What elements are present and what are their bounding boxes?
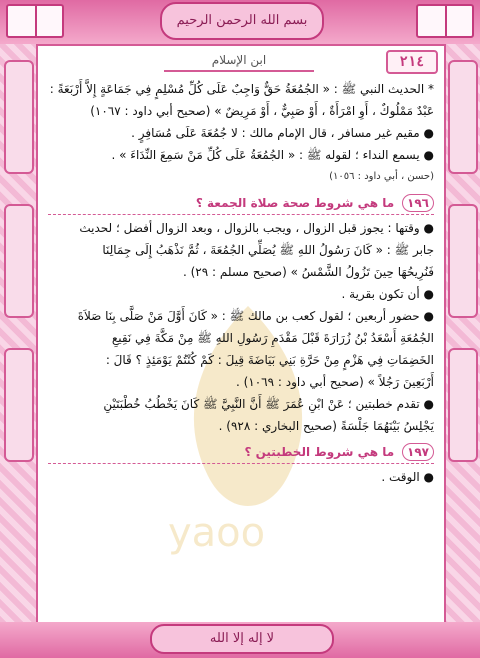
calligraphy-panel — [448, 60, 478, 174]
basmala-calligraphy: بسم الله الرحمن الرحيم — [160, 2, 324, 40]
text-line: * الحديث النبي ﷺ : « الجُمُعَةُ حَقٌّ وَاجِبٌ عَلَى كُلِّ مُسْلِمٍ فِي جَمَاعَةٍ إِلاَّ أَرْبَعَةً : — [49, 82, 434, 96]
mosque-panel — [4, 348, 34, 462]
text-line: فَنُرِيحُهَا حِينَ تَزُولُ الشَّمْسُ » (صحيح مسلم : ٢٩) . — [182, 265, 434, 279]
question-text: ما هي شروط صحة صلاة الجمعة ؟ — [195, 196, 395, 210]
text-body — [48, 78, 434, 488]
open-book-icon — [6, 4, 64, 38]
calligraphy-panel — [4, 204, 34, 318]
text-line: الخَضِمَاتِ فِي هَزْمٍ مِنْ حَرَّةِ بَنِي بَيَاضَةَ قِيلَ : كَمْ كُنْتُمْ يَوْمَئِذٍ ؟ قَالَ : — [105, 353, 434, 367]
text-line: (حسن ، أبي داود : ١٠٥٦) — [329, 171, 434, 182]
running-title: ابن الإسلام — [164, 50, 314, 72]
question-text: ما هي شروط الخطبتين ؟ — [244, 445, 395, 459]
right-ornament-column — [448, 60, 476, 620]
calligraphy-panel — [448, 204, 478, 318]
text-line: ● تقدم خطبتين ؛ عَنْ ابْنِ عُمَرَ ﷺ أَنَّ النَّبِيَّ ﷺ كَانَ يَخْطُبُ خُطْبَتَيْنِ — [103, 397, 434, 411]
text-line: ● مقيم غير مسافر ، قال الإمام مالك : لا جُمُعَةَ عَلَى مُسَافِرٍ . — [131, 126, 434, 140]
page-number: ٢١٤ — [386, 50, 438, 74]
text-line: الجُمُعَةِ أَسْعَدُ بْنُ زُرَارَةَ قَبْلَ مَقْدَمِ رَسُولِ اللهِ ﷺ مِنْ مَكَّةَ فِي نَقِيعِ — [111, 331, 434, 345]
page-header — [44, 50, 438, 72]
text-line: ● أن تكون بقرية . — [341, 287, 434, 301]
text-line: جابر ﷺ : « كَانَ رَسُولُ اللهِ ﷺ يُصَلِّي الجُمُعَةَ ، ثُمَّ نَذْهَبُ إِلَى جِمَالِنَا — [102, 243, 434, 257]
text-line: يَجْلِسُ بَيْنَهُمَا جَلْسَةً (صحيح البخاري : ٩٢٨) . — [218, 419, 434, 433]
bottom-ornament-band — [0, 622, 480, 658]
page-content-area — [36, 44, 446, 626]
calligraphy-panel — [4, 60, 34, 174]
mosque-panel — [448, 348, 478, 462]
text-line: عَبْدٌ مَمْلُوكٌ ، أَوِ امْرَأَةٌ ، أَوْ صَبِيٌّ ، أَوْ مَرِيضٌ » (صحيح أبي داود : ١٠٦٧) — [90, 104, 434, 118]
text-line: ● الوقت . — [381, 470, 434, 484]
text-line: ● يسمع النداء ؛ لقوله ﷺ : « الجُمُعَةُ عَلَى كُلِّ مَنْ سَمِعَ النِّدَاءَ » . — [111, 148, 434, 162]
text-line: ● وقتها : يجوز قبل الزوال ، ويجب بالزوال ، وبعد الزوال أفضل ؛ لحديث — [79, 221, 434, 235]
question-heading — [48, 192, 434, 215]
text-line: أَرْبَعِينَ رَجُلاً » (صحيح أبي داود : ١٠٦٩) . — [235, 375, 434, 389]
svg-text:yaoo: yaoo — [168, 510, 266, 556]
shahada-calligraphy: لا إله إلا الله — [150, 624, 334, 654]
question-number: ١٩٦ — [402, 194, 434, 212]
open-book-icon — [416, 4, 474, 38]
question-heading — [48, 441, 434, 464]
left-ornament-column — [4, 60, 32, 620]
text-line: ● حضور أربعين ؛ لقول كعب بن مالك ﷺ : « كَانَ أَوَّلَ مَنْ صَلَّى بِنَا صَلاَةَ — [77, 309, 434, 323]
top-ornament-band — [0, 0, 480, 44]
question-number: ١٩٧ — [402, 443, 434, 461]
